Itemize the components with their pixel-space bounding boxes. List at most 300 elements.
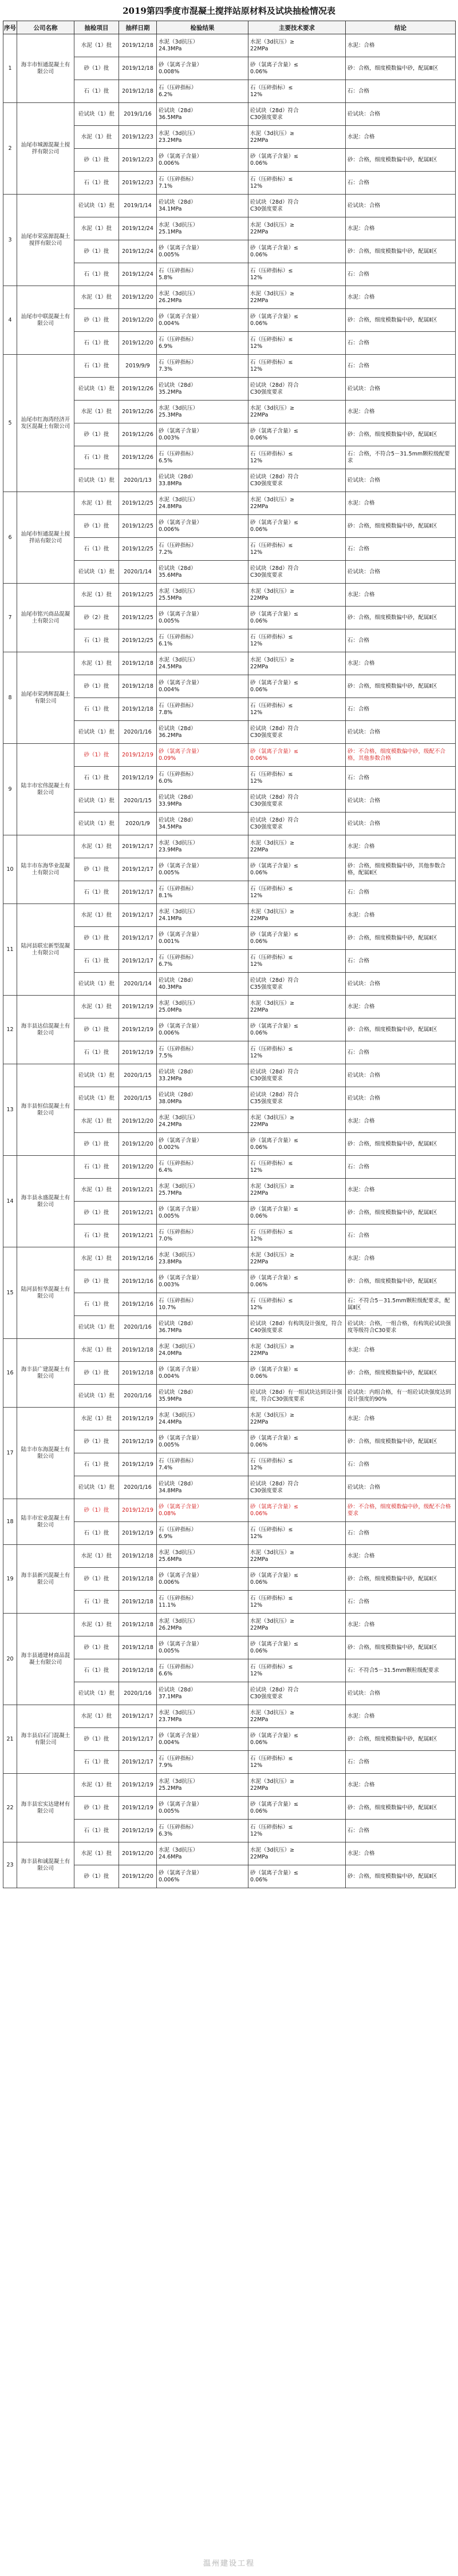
conclusion-cell: 水泥：合格 bbox=[346, 1614, 456, 1636]
sampling-date-cell: 2020/1/16 bbox=[119, 1385, 157, 1408]
table-row bbox=[3, 1247, 456, 1270]
conclusion-cell: 石：不符合5－31.5mm颗粒级配要求，配属Ⅱ区 bbox=[346, 1293, 456, 1316]
sampling-date-cell: 2020/1/14 bbox=[119, 973, 157, 996]
technical-requirement-cell: 石（压碎指标）≤ 12% bbox=[248, 767, 346, 790]
conclusion-cell: 水泥：合格 bbox=[346, 1247, 456, 1270]
test-result-cell: 砂（氯离子含量） 0.006% bbox=[157, 149, 248, 172]
inspection-item-cell: 砂（1）批 bbox=[74, 858, 119, 881]
company-name-cell: 汕尾市城源混凝土搅拌有限公司 bbox=[17, 103, 74, 195]
inspection-item-cell: 水泥（1）批 bbox=[74, 1339, 119, 1362]
inspection-item-cell: 水泥（1）批 bbox=[74, 1842, 119, 1865]
company-name-cell: 海丰县宏实达建材有限公司 bbox=[17, 1774, 74, 1842]
inspection-item-cell: 砂（1）批 bbox=[74, 515, 119, 538]
sampling-date-cell: 2019/12/26 bbox=[119, 401, 157, 423]
technical-requirement-cell: 砼试块（28d）符合 C30强度要求 bbox=[248, 561, 346, 584]
inspection-item-cell: 石（1）批 bbox=[74, 767, 119, 790]
serial-number-cell: 6 bbox=[3, 492, 17, 584]
serial-number-cell: 17 bbox=[3, 1408, 17, 1499]
conclusion-cell: 砂：合格，细度模数偏中砂，配属Ⅱ区 bbox=[346, 1636, 456, 1659]
test-result-cell: 水泥（3d抗压） 25.3MPa bbox=[157, 401, 248, 423]
sampling-date-cell: 2020/1/16 bbox=[119, 1316, 157, 1339]
test-result-cell: 水泥（3d抗压） 24.0MPa bbox=[157, 1339, 248, 1362]
conclusion-cell: 石：合格，不符合5－31.5mm颗粒级配要求 bbox=[346, 446, 456, 469]
technical-requirement-cell: 石（压碎指标）≤ 12% bbox=[248, 698, 346, 721]
technical-requirement-cell: 砼试块（28d）符合 C30强度要求 bbox=[248, 790, 346, 813]
conclusion-cell: 水泥：合格 bbox=[346, 492, 456, 515]
inspection-item-cell: 砼试块（1）批 bbox=[74, 1064, 119, 1087]
conclusion-cell: 水泥：合格 bbox=[346, 652, 456, 675]
conclusion-cell: 水泥：合格 bbox=[346, 1179, 456, 1202]
company-name-cell: 陆丰市东海华业混凝土有限公司 bbox=[17, 835, 74, 904]
test-result-cell: 砂（氯离子含量） 0.006% bbox=[157, 1018, 248, 1041]
test-result-cell: 水泥（3d抗压） 26.2MPa bbox=[157, 286, 248, 309]
conclusion-cell: 砼试块：合格 bbox=[346, 1682, 456, 1705]
table-row bbox=[3, 1499, 456, 1522]
inspection-item-cell: 水泥（1）批 bbox=[74, 401, 119, 423]
sampling-date-cell: 2019/12/19 bbox=[119, 1522, 157, 1545]
conclusion-cell: 石：合格 bbox=[346, 172, 456, 195]
sampling-date-cell: 2019/12/26 bbox=[119, 378, 157, 401]
test-result-cell: 砼试块（28d） 33.2MPa bbox=[157, 1064, 248, 1087]
inspection-item-cell: 石（1）批 bbox=[74, 698, 119, 721]
technical-requirement-cell: 水泥（3d抗压）≥ 22MPa bbox=[248, 492, 346, 515]
sampling-date-cell: 2019/12/25 bbox=[119, 607, 157, 629]
test-result-cell: 砼试块（28d） 36.2MPa bbox=[157, 721, 248, 744]
test-result-cell: 石（压碎指标） 7.1% bbox=[157, 172, 248, 195]
test-result-cell: 石（压碎指标） 6.5% bbox=[157, 446, 248, 469]
test-result-cell: 砼试块（28d） 36.7MPa bbox=[157, 1316, 248, 1339]
inspection-item-cell: 石（1）批 bbox=[74, 1522, 119, 1545]
conclusion-cell: 水泥：合格 bbox=[346, 904, 456, 927]
test-result-cell: 砂（氯离子含量） 0.004% bbox=[157, 1728, 248, 1751]
table-row bbox=[3, 652, 456, 675]
sampling-date-cell: 2019/12/24 bbox=[119, 217, 157, 240]
table-row bbox=[3, 744, 456, 767]
test-result-cell: 石（压碎指标） 7.2% bbox=[157, 538, 248, 561]
inspection-item-cell: 砂（1）批 bbox=[74, 309, 119, 332]
sampling-date-cell: 2019/12/19 bbox=[119, 744, 157, 767]
conclusion-cell: 砼试块：合格 bbox=[346, 103, 456, 126]
test-result-cell: 石（压碎指标） 7.0% bbox=[157, 1224, 248, 1247]
table-row bbox=[3, 1156, 456, 1179]
conclusion-cell: 石：合格 bbox=[346, 263, 456, 286]
technical-requirement-cell: 砂（氯离子含量）≤ 0.06% bbox=[248, 607, 346, 629]
table-row bbox=[3, 1545, 456, 1568]
company-name-cell: 汕尾市铭兴商品混凝土有限公司 bbox=[17, 584, 74, 652]
sampling-date-cell: 2019/12/18 bbox=[119, 652, 157, 675]
table-row bbox=[3, 34, 456, 57]
technical-requirement-cell: 砂（氯离子含量）≤ 0.06% bbox=[248, 1797, 346, 1820]
inspection-item-cell: 水泥（1）批 bbox=[74, 904, 119, 927]
inspection-item-cell: 砂（1）批 bbox=[74, 927, 119, 950]
inspection-item-cell: 砂（1）批 bbox=[74, 1865, 119, 1888]
sampling-date-cell: 2019/12/19 bbox=[119, 1499, 157, 1522]
inspection-item-cell: 砂（1）批 bbox=[74, 1728, 119, 1751]
technical-requirement-cell: 砼试块（28d）符合 C30强度要求 bbox=[248, 103, 346, 126]
inspection-item-cell: 石（1）批 bbox=[74, 172, 119, 195]
technical-requirement-cell: 砂（氯离子含量）≤ 0.06% bbox=[248, 423, 346, 446]
inspection-item-cell: 水泥（1）批 bbox=[74, 1179, 119, 1202]
conclusion-cell: 石：合格 bbox=[346, 881, 456, 904]
test-result-cell: 砼试块（28d） 33.8MPa bbox=[157, 469, 248, 492]
test-result-cell: 砼试块（28d） 34.1MPa bbox=[157, 195, 248, 217]
company-name-cell: 陆丰市东海混凝土有限公司 bbox=[17, 1408, 74, 1499]
inspection-item-cell: 砼试块（1）批 bbox=[74, 103, 119, 126]
inspection-item-cell: 砂（1）批 bbox=[74, 1568, 119, 1591]
inspection-item-cell: 砼试块（1）批 bbox=[74, 973, 119, 996]
inspection-item-cell: 水泥（1）批 bbox=[74, 835, 119, 858]
technical-requirement-cell: 石（压碎指标）≤ 12% bbox=[248, 1293, 346, 1316]
conclusion-cell: 砂：合格，细度模数偏中砂，配属Ⅱ区 bbox=[346, 607, 456, 629]
test-result-cell: 砂（氯离子含量） 0.004% bbox=[157, 675, 248, 698]
company-name-cell: 海丰县和诚混凝土有限公司 bbox=[17, 1842, 74, 1888]
test-result-cell: 石（压碎指标） 6.9% bbox=[157, 332, 248, 355]
conclusion-cell: 砂：合格，细度模数偏中砂，配属Ⅱ区 bbox=[346, 1202, 456, 1224]
conclusion-cell: 砂：合格，细度模数偏中砂，配属Ⅱ区 bbox=[346, 149, 456, 172]
inspection-item-cell: 砼试块（1）批 bbox=[74, 1087, 119, 1110]
company-name-cell: 海丰县达信混凝土有限公司 bbox=[17, 996, 74, 1064]
table-row bbox=[3, 1705, 456, 1728]
technical-requirement-cell: 水泥（3d抗压）≥ 22MPa bbox=[248, 835, 346, 858]
technical-requirement-cell: 水泥（3d抗压）≥ 22MPa bbox=[248, 1705, 346, 1728]
inspection-item-cell: 砂（1）批 bbox=[74, 1430, 119, 1453]
technical-requirement-cell: 水泥（3d抗压）≥ 22MPa bbox=[248, 1842, 346, 1865]
sampling-date-cell: 2019/12/18 bbox=[119, 34, 157, 57]
technical-requirement-cell: 石（压碎指标）≤ 12% bbox=[248, 1156, 346, 1179]
conclusion-cell: 砂：合格，细度模数偏中砂，配属Ⅱ区 bbox=[346, 1797, 456, 1820]
test-result-cell: 砂（氯离子含量） 0.08% bbox=[157, 1499, 248, 1522]
conclusion-cell: 砂：合格，细度模数偏中砂，配属Ⅱ区 bbox=[346, 1430, 456, 1453]
serial-number-cell: 18 bbox=[3, 1499, 17, 1545]
serial-number-cell: 16 bbox=[3, 1339, 17, 1408]
technical-requirement-cell: 砂（氯离子含量）≤ 0.06% bbox=[248, 858, 346, 881]
test-result-cell: 砼试块（28d） 35.6MPa bbox=[157, 561, 248, 584]
test-result-cell: 水泥（3d抗压） 25.5MPa bbox=[157, 584, 248, 607]
inspection-item-cell: 水泥（1）批 bbox=[74, 652, 119, 675]
inspection-item-cell: 石（1）批 bbox=[74, 1293, 119, 1316]
technical-requirement-cell: 水泥（3d抗压）≥ 22MPa bbox=[248, 652, 346, 675]
sampling-date-cell: 2019/9/9 bbox=[119, 355, 157, 378]
conclusion-cell: 砼试块：合格，一组合格，有构筑砼试块强度等级符合C30要求 bbox=[346, 1316, 456, 1339]
technical-requirement-cell: 砂（氯离子含量）≤ 0.06% bbox=[248, 57, 346, 80]
company-name-cell: 陆丰市宏业混凝土有限公司 bbox=[17, 1499, 74, 1545]
conclusion-cell: 水泥：合格 bbox=[346, 996, 456, 1018]
conclusion-cell: 石：合格 bbox=[346, 538, 456, 561]
test-result-cell: 石（压碎指标） 6.2% bbox=[157, 80, 248, 103]
technical-requirement-cell: 砼试块（28d）符合 C35强度要求 bbox=[248, 973, 346, 996]
sampling-date-cell: 2020/1/16 bbox=[119, 1682, 157, 1705]
test-result-cell: 水泥（3d抗压） 24.6MPa bbox=[157, 1842, 248, 1865]
test-result-cell: 砼试块（28d） 35.9MPa bbox=[157, 1385, 248, 1408]
technical-requirement-cell: 水泥（3d抗压）≥ 22MPa bbox=[248, 1614, 346, 1636]
test-result-cell: 砂（氯离子含量） 0.002% bbox=[157, 1133, 248, 1156]
conclusion-cell: 水泥：合格 bbox=[346, 1408, 456, 1430]
sampling-date-cell: 2019/12/17 bbox=[119, 1705, 157, 1728]
table-row bbox=[3, 286, 456, 309]
sampling-date-cell: 2019/12/19 bbox=[119, 1018, 157, 1041]
conclusion-cell: 水泥：合格 bbox=[346, 34, 456, 57]
technical-requirement-cell: 砼试块（28d）符合 C30强度要求 bbox=[248, 1682, 346, 1705]
test-result-cell: 砼试块（28d） 40.3MPa bbox=[157, 973, 248, 996]
inspection-item-cell: 砂（1）批 bbox=[74, 1270, 119, 1293]
inspection-item-cell: 石（1）批 bbox=[74, 629, 119, 652]
sampling-date-cell: 2019/12/21 bbox=[119, 1179, 157, 1202]
test-result-cell: 水泥（3d抗压） 25.6MPa bbox=[157, 1545, 248, 1568]
sampling-date-cell: 2019/12/25 bbox=[119, 629, 157, 652]
sampling-date-cell: 2019/12/18 bbox=[119, 1659, 157, 1682]
inspection-item-cell: 砼试块（1）批 bbox=[74, 195, 119, 217]
watermark: 温州建设工程 bbox=[203, 2559, 255, 2568]
conclusion-cell: 砼试块：内组合格，有一组砼试块强度达到设计强度的90% bbox=[346, 1385, 456, 1408]
table-header-row bbox=[3, 21, 456, 34]
conclusion-cell: 砂：合格，细度模数偏中砂，配属Ⅲ区 bbox=[346, 57, 456, 80]
technical-requirement-cell: 砂（氯离子含量）≤ 0.06% bbox=[248, 1499, 346, 1522]
technical-requirement-cell: 砂（氯离子含量）≤ 0.06% bbox=[248, 675, 346, 698]
technical-requirement-cell: 石（压碎指标）≤ 12% bbox=[248, 332, 346, 355]
conclusion-cell: 石：合格 bbox=[346, 355, 456, 378]
inspection-table bbox=[3, 21, 456, 1888]
table-row bbox=[3, 103, 456, 126]
inspection-item-cell: 石（1）批 bbox=[74, 80, 119, 103]
conclusion-cell: 砂：合格，细度模数偏中砂，配属Ⅱ区 bbox=[346, 423, 456, 446]
inspection-item-cell: 石（1）批 bbox=[74, 263, 119, 286]
test-result-cell: 砼试块（28d） 34.5MPa bbox=[157, 813, 248, 835]
test-result-cell: 砂（氯离子含量） 0.006% bbox=[157, 1568, 248, 1591]
conclusion-cell: 水泥：合格 bbox=[346, 1339, 456, 1362]
conclusion-cell: 砂：不合格，细度模数偏中砂，级配不合格，其他参数合格 bbox=[346, 744, 456, 767]
test-result-cell: 砼试块（28d） 35.2MPa bbox=[157, 378, 248, 401]
table-body bbox=[3, 34, 456, 1888]
technical-requirement-cell: 砂（氯离子含量）≤ 0.06% bbox=[248, 309, 346, 332]
company-name-cell: 海丰市恒通混凝土有限公司 bbox=[17, 34, 74, 103]
test-result-cell: 水泥（3d抗压） 25.0MPa bbox=[157, 996, 248, 1018]
test-result-cell: 石（压碎指标） 6.4% bbox=[157, 1156, 248, 1179]
test-result-cell: 砂（氯离子含量） 0.09% bbox=[157, 744, 248, 767]
conclusion-cell: 石：合格 bbox=[346, 698, 456, 721]
inspection-item-cell: 砂（1）批 bbox=[74, 1636, 119, 1659]
sampling-date-cell: 2019/12/18 bbox=[119, 1362, 157, 1385]
company-name-cell: 海丰县新兴混凝土有限公司 bbox=[17, 1545, 74, 1614]
conclusion-cell: 石：不符合5－31.5mm颗粒级配要求 bbox=[346, 1659, 456, 1682]
conclusion-cell: 砼试块：合格 bbox=[346, 813, 456, 835]
test-result-cell: 砼试块（28d） 38.0MPa bbox=[157, 1087, 248, 1110]
conclusion-cell: 砂：合格，细度模数偏中砂，配属Ⅱ区 bbox=[346, 1018, 456, 1041]
sampling-date-cell: 2019/1/14 bbox=[119, 195, 157, 217]
test-result-cell: 砂（氯离子含量） 0.003% bbox=[157, 423, 248, 446]
sampling-date-cell: 2020/1/14 bbox=[119, 561, 157, 584]
test-result-cell: 石（压碎指标） 6.0% bbox=[157, 767, 248, 790]
technical-requirement-cell: 砼试块（28d）符合 C30强度要求 bbox=[248, 195, 346, 217]
company-name-cell: 汕尾市荣鸿辉混凝土有限公司 bbox=[17, 652, 74, 744]
serial-number-cell: 1 bbox=[3, 34, 17, 103]
serial-number-cell: 3 bbox=[3, 195, 17, 286]
sampling-date-cell: 2019/12/19 bbox=[119, 1774, 157, 1797]
conclusion-cell: 砂：合格，细度模数偏中砂，配属Ⅱ区 bbox=[346, 1568, 456, 1591]
conclusion-cell: 水泥：合格 bbox=[346, 1545, 456, 1568]
conclusion-cell: 砼试块：合格 bbox=[346, 973, 456, 996]
conclusion-cell: 砂：合格，细度模数偏中砂，配属Ⅱ区 bbox=[346, 515, 456, 538]
technical-requirement-cell: 砂（氯离子含量）≤ 0.06% bbox=[248, 1202, 346, 1224]
inspection-item-cell: 水泥（1）批 bbox=[74, 492, 119, 515]
serial-number-cell: 2 bbox=[3, 103, 17, 195]
conclusion-cell: 水泥：合格 bbox=[346, 1842, 456, 1865]
sampling-date-cell: 2019/12/26 bbox=[119, 446, 157, 469]
table-row bbox=[3, 1842, 456, 1865]
inspection-item-cell: 水泥（1）批 bbox=[74, 1110, 119, 1133]
technical-requirement-cell: 水泥（3d抗压）≥ 22MPa bbox=[248, 217, 346, 240]
conclusion-cell: 砼试块：合格 bbox=[346, 1087, 456, 1110]
test-result-cell: 石（压碎指标） 7.5% bbox=[157, 1041, 248, 1064]
conclusion-cell: 砂：合格，细度模数偏中砂，配属Ⅱ区 bbox=[346, 1362, 456, 1385]
inspection-item-cell: 水泥（1）批 bbox=[74, 1545, 119, 1568]
technical-requirement-cell: 砼试块（28d）符合 C30强度要求 bbox=[248, 721, 346, 744]
sampling-date-cell: 2020/1/15 bbox=[119, 1087, 157, 1110]
test-result-cell: 砼试块（28d） 37.1MPa bbox=[157, 1682, 248, 1705]
header-serial: 序号 bbox=[3, 21, 17, 34]
test-result-cell: 石（压碎指标） 6.3% bbox=[157, 1820, 248, 1842]
inspection-item-cell: 砼试块（1）批 bbox=[74, 721, 119, 744]
inspection-item-cell: 石（1）批 bbox=[74, 538, 119, 561]
sampling-date-cell: 2019/12/18 bbox=[119, 1545, 157, 1568]
test-result-cell: 水泥（3d抗压） 24.2MPa bbox=[157, 1110, 248, 1133]
test-result-cell: 砂（氯离子含量） 0.005% bbox=[157, 240, 248, 263]
sampling-date-cell: 2019/12/23 bbox=[119, 172, 157, 195]
serial-number-cell: 19 bbox=[3, 1545, 17, 1614]
technical-requirement-cell: 砂（氯离子含量）≤ 0.06% bbox=[248, 1018, 346, 1041]
test-result-cell: 石（压碎指标） 6.7% bbox=[157, 950, 248, 973]
sampling-date-cell: 2019/12/24 bbox=[119, 263, 157, 286]
inspection-item-cell: 砂（1）批 bbox=[74, 1499, 119, 1522]
table-row bbox=[3, 355, 456, 378]
technical-requirement-cell: 砂（氯离子含量）≤ 0.06% bbox=[248, 744, 346, 767]
sampling-date-cell: 2020/1/13 bbox=[119, 469, 157, 492]
technical-requirement-cell: 石（压碎指标）≤ 12% bbox=[248, 881, 346, 904]
technical-requirement-cell: 砂（氯离子含量）≤ 0.06% bbox=[248, 1270, 346, 1293]
document-title: 2019第四季度市混凝土搅拌站原材料及试块抽检情况表 bbox=[123, 6, 335, 16]
serial-number-cell: 12 bbox=[3, 996, 17, 1064]
sampling-date-cell: 2019/12/18 bbox=[119, 698, 157, 721]
sampling-date-cell: 2019/12/20 bbox=[119, 1865, 157, 1888]
sampling-date-cell: 2019/1/16 bbox=[119, 103, 157, 126]
conclusion-cell: 石：合格 bbox=[346, 629, 456, 652]
conclusion-cell: 砼试块：合格 bbox=[346, 195, 456, 217]
inspection-item-cell: 水泥（1）批 bbox=[74, 286, 119, 309]
test-result-cell: 水泥（3d抗压） 25.1MPa bbox=[157, 217, 248, 240]
test-result-cell: 石（压碎指标） 6.6% bbox=[157, 1659, 248, 1682]
technical-requirement-cell: 石（压碎指标）≤ 12% bbox=[248, 950, 346, 973]
company-name-cell: 海丰县启石门混凝土有限公司 bbox=[17, 1705, 74, 1774]
technical-requirement-cell: 石（压碎指标）≤ 12% bbox=[248, 629, 346, 652]
conclusion-cell: 砂：合格，细度模数偏中砂，配属Ⅱ区 bbox=[346, 927, 456, 950]
conclusion-cell: 水泥：合格 bbox=[346, 286, 456, 309]
test-result-cell: 砂（氯离子含量） 0.003% bbox=[157, 1270, 248, 1293]
test-result-cell: 砂（氯离子含量） 0.005% bbox=[157, 858, 248, 881]
inspection-item-cell: 石（1）批 bbox=[74, 446, 119, 469]
technical-requirement-cell: 水泥（3d抗压）≥ 22MPa bbox=[248, 34, 346, 57]
technical-requirement-cell: 石（压碎指标）≤ 12% bbox=[248, 1453, 346, 1476]
inspection-item-cell: 水泥（1）批 bbox=[74, 996, 119, 1018]
sampling-date-cell: 2019/12/18 bbox=[119, 675, 157, 698]
technical-requirement-cell: 石（压碎指标）≤ 12% bbox=[248, 1224, 346, 1247]
conclusion-cell: 砼试块：合格 bbox=[346, 1064, 456, 1087]
sampling-date-cell: 2019/12/20 bbox=[119, 1842, 157, 1865]
table-row bbox=[3, 1774, 456, 1797]
sampling-date-cell: 2019/12/23 bbox=[119, 126, 157, 149]
sampling-date-cell: 2019/12/23 bbox=[119, 149, 157, 172]
sampling-date-cell: 2019/12/24 bbox=[119, 240, 157, 263]
serial-number-cell: 8 bbox=[3, 652, 17, 744]
test-result-cell: 水泥（3d抗压） 24.5MPa bbox=[157, 652, 248, 675]
technical-requirement-cell: 砂（氯离子含量）≤ 0.06% bbox=[248, 515, 346, 538]
conclusion-cell: 石：合格 bbox=[346, 1751, 456, 1774]
conclusion-cell: 石：合格 bbox=[346, 1820, 456, 1842]
sampling-date-cell: 2019/12/16 bbox=[119, 1247, 157, 1270]
inspection-item-cell: 石（1）批 bbox=[74, 950, 119, 973]
test-result-cell: 砂（氯离子含量） 0.006% bbox=[157, 1865, 248, 1888]
test-result-cell: 石（压碎指标） 11.1% bbox=[157, 1591, 248, 1614]
inspection-item-cell: 水泥（1）批 bbox=[74, 1705, 119, 1728]
serial-number-cell: 11 bbox=[3, 904, 17, 996]
technical-requirement-cell: 石（压碎指标）≤ 12% bbox=[248, 1820, 346, 1842]
test-result-cell: 石（压碎指标） 7.8% bbox=[157, 698, 248, 721]
technical-requirement-cell: 水泥（3d抗压）≥ 22MPa bbox=[248, 996, 346, 1018]
inspection-item-cell: 砼试块（1）批 bbox=[74, 1385, 119, 1408]
conclusion-cell: 石：合格 bbox=[346, 1453, 456, 1476]
conclusion-cell: 砂：合格，细度模数偏中砂，配属Ⅱ区 bbox=[346, 1728, 456, 1751]
technical-requirement-cell: 水泥（3d抗压）≥ 22MPa bbox=[248, 1179, 346, 1202]
conclusion-cell: 石：合格 bbox=[346, 1224, 456, 1247]
technical-requirement-cell: 砼试块（28d）符合 C30强度要求 bbox=[248, 469, 346, 492]
test-result-cell: 砂（氯离子含量） 0.005% bbox=[157, 1202, 248, 1224]
conclusion-cell: 石：合格 bbox=[346, 950, 456, 973]
test-result-cell: 石（压碎指标） 8.1% bbox=[157, 881, 248, 904]
company-name-cell: 汕尾市恒通混凝土搅拌站有限公司 bbox=[17, 492, 74, 584]
sampling-date-cell: 2019/12/20 bbox=[119, 332, 157, 355]
technical-requirement-cell: 水泥（3d抗压）≥ 22MPa bbox=[248, 1110, 346, 1133]
conclusion-cell: 水泥：合格 bbox=[346, 835, 456, 858]
inspection-item-cell: 砂（1）批 bbox=[74, 149, 119, 172]
conclusion-cell: 砂：不合格，细度模数偏中砂，级配不合格要求 bbox=[346, 1499, 456, 1522]
inspection-item-cell: 砂（1）批 bbox=[74, 240, 119, 263]
company-name-cell: 海丰县永盛混凝土有限公司 bbox=[17, 1156, 74, 1247]
test-result-cell: 水泥（3d抗压） 24.8MPa bbox=[157, 492, 248, 515]
technical-requirement-cell: 水泥（3d抗压）≥ 22MPa bbox=[248, 1247, 346, 1270]
sampling-date-cell: 2019/12/19 bbox=[119, 996, 157, 1018]
conclusion-cell: 砂：合格，细度模数偏中砂，配属Ⅱ区 bbox=[346, 240, 456, 263]
inspection-item-cell: 石（1）批 bbox=[74, 1453, 119, 1476]
inspection-item-cell: 砼试块（1）批 bbox=[74, 1316, 119, 1339]
sampling-date-cell: 2019/12/20 bbox=[119, 286, 157, 309]
conclusion-cell: 砂：合格，细度模数偏中砂，配属Ⅱ区 bbox=[346, 309, 456, 332]
inspection-item-cell: 石（1）批 bbox=[74, 1041, 119, 1064]
test-result-cell: 砂（氯离子含量） 0.005% bbox=[157, 1797, 248, 1820]
company-name-cell: 陆河县联宏新型混凝土有限公司 bbox=[17, 904, 74, 996]
header-date: 抽样日期 bbox=[119, 21, 157, 34]
conclusion-cell: 石：合格 bbox=[346, 1522, 456, 1545]
table-row bbox=[3, 1614, 456, 1636]
sampling-date-cell: 2019/12/18 bbox=[119, 80, 157, 103]
conclusion-cell: 砂：合格，细度模数偏中砂，配属Ⅱ区 bbox=[346, 1865, 456, 1888]
test-result-cell: 砼试块（28d） 36.5MPa bbox=[157, 103, 248, 126]
technical-requirement-cell: 水泥（3d抗压）≥ 22MPa bbox=[248, 1774, 346, 1797]
technical-requirement-cell: 砂（氯离子含量）≤ 0.06% bbox=[248, 240, 346, 263]
test-result-cell: 砂（氯离子含量） 0.005% bbox=[157, 607, 248, 629]
technical-requirement-cell: 石（压碎指标）≤ 12% bbox=[248, 1041, 346, 1064]
inspection-item-cell: 石（1）批 bbox=[74, 881, 119, 904]
technical-requirement-cell: 砂（氯离子含量）≤ 0.06% bbox=[248, 1362, 346, 1385]
sampling-date-cell: 2019/12/17 bbox=[119, 881, 157, 904]
conclusion-cell: 砂：合格，细度模数偏中砂，配属Ⅱ区 bbox=[346, 675, 456, 698]
